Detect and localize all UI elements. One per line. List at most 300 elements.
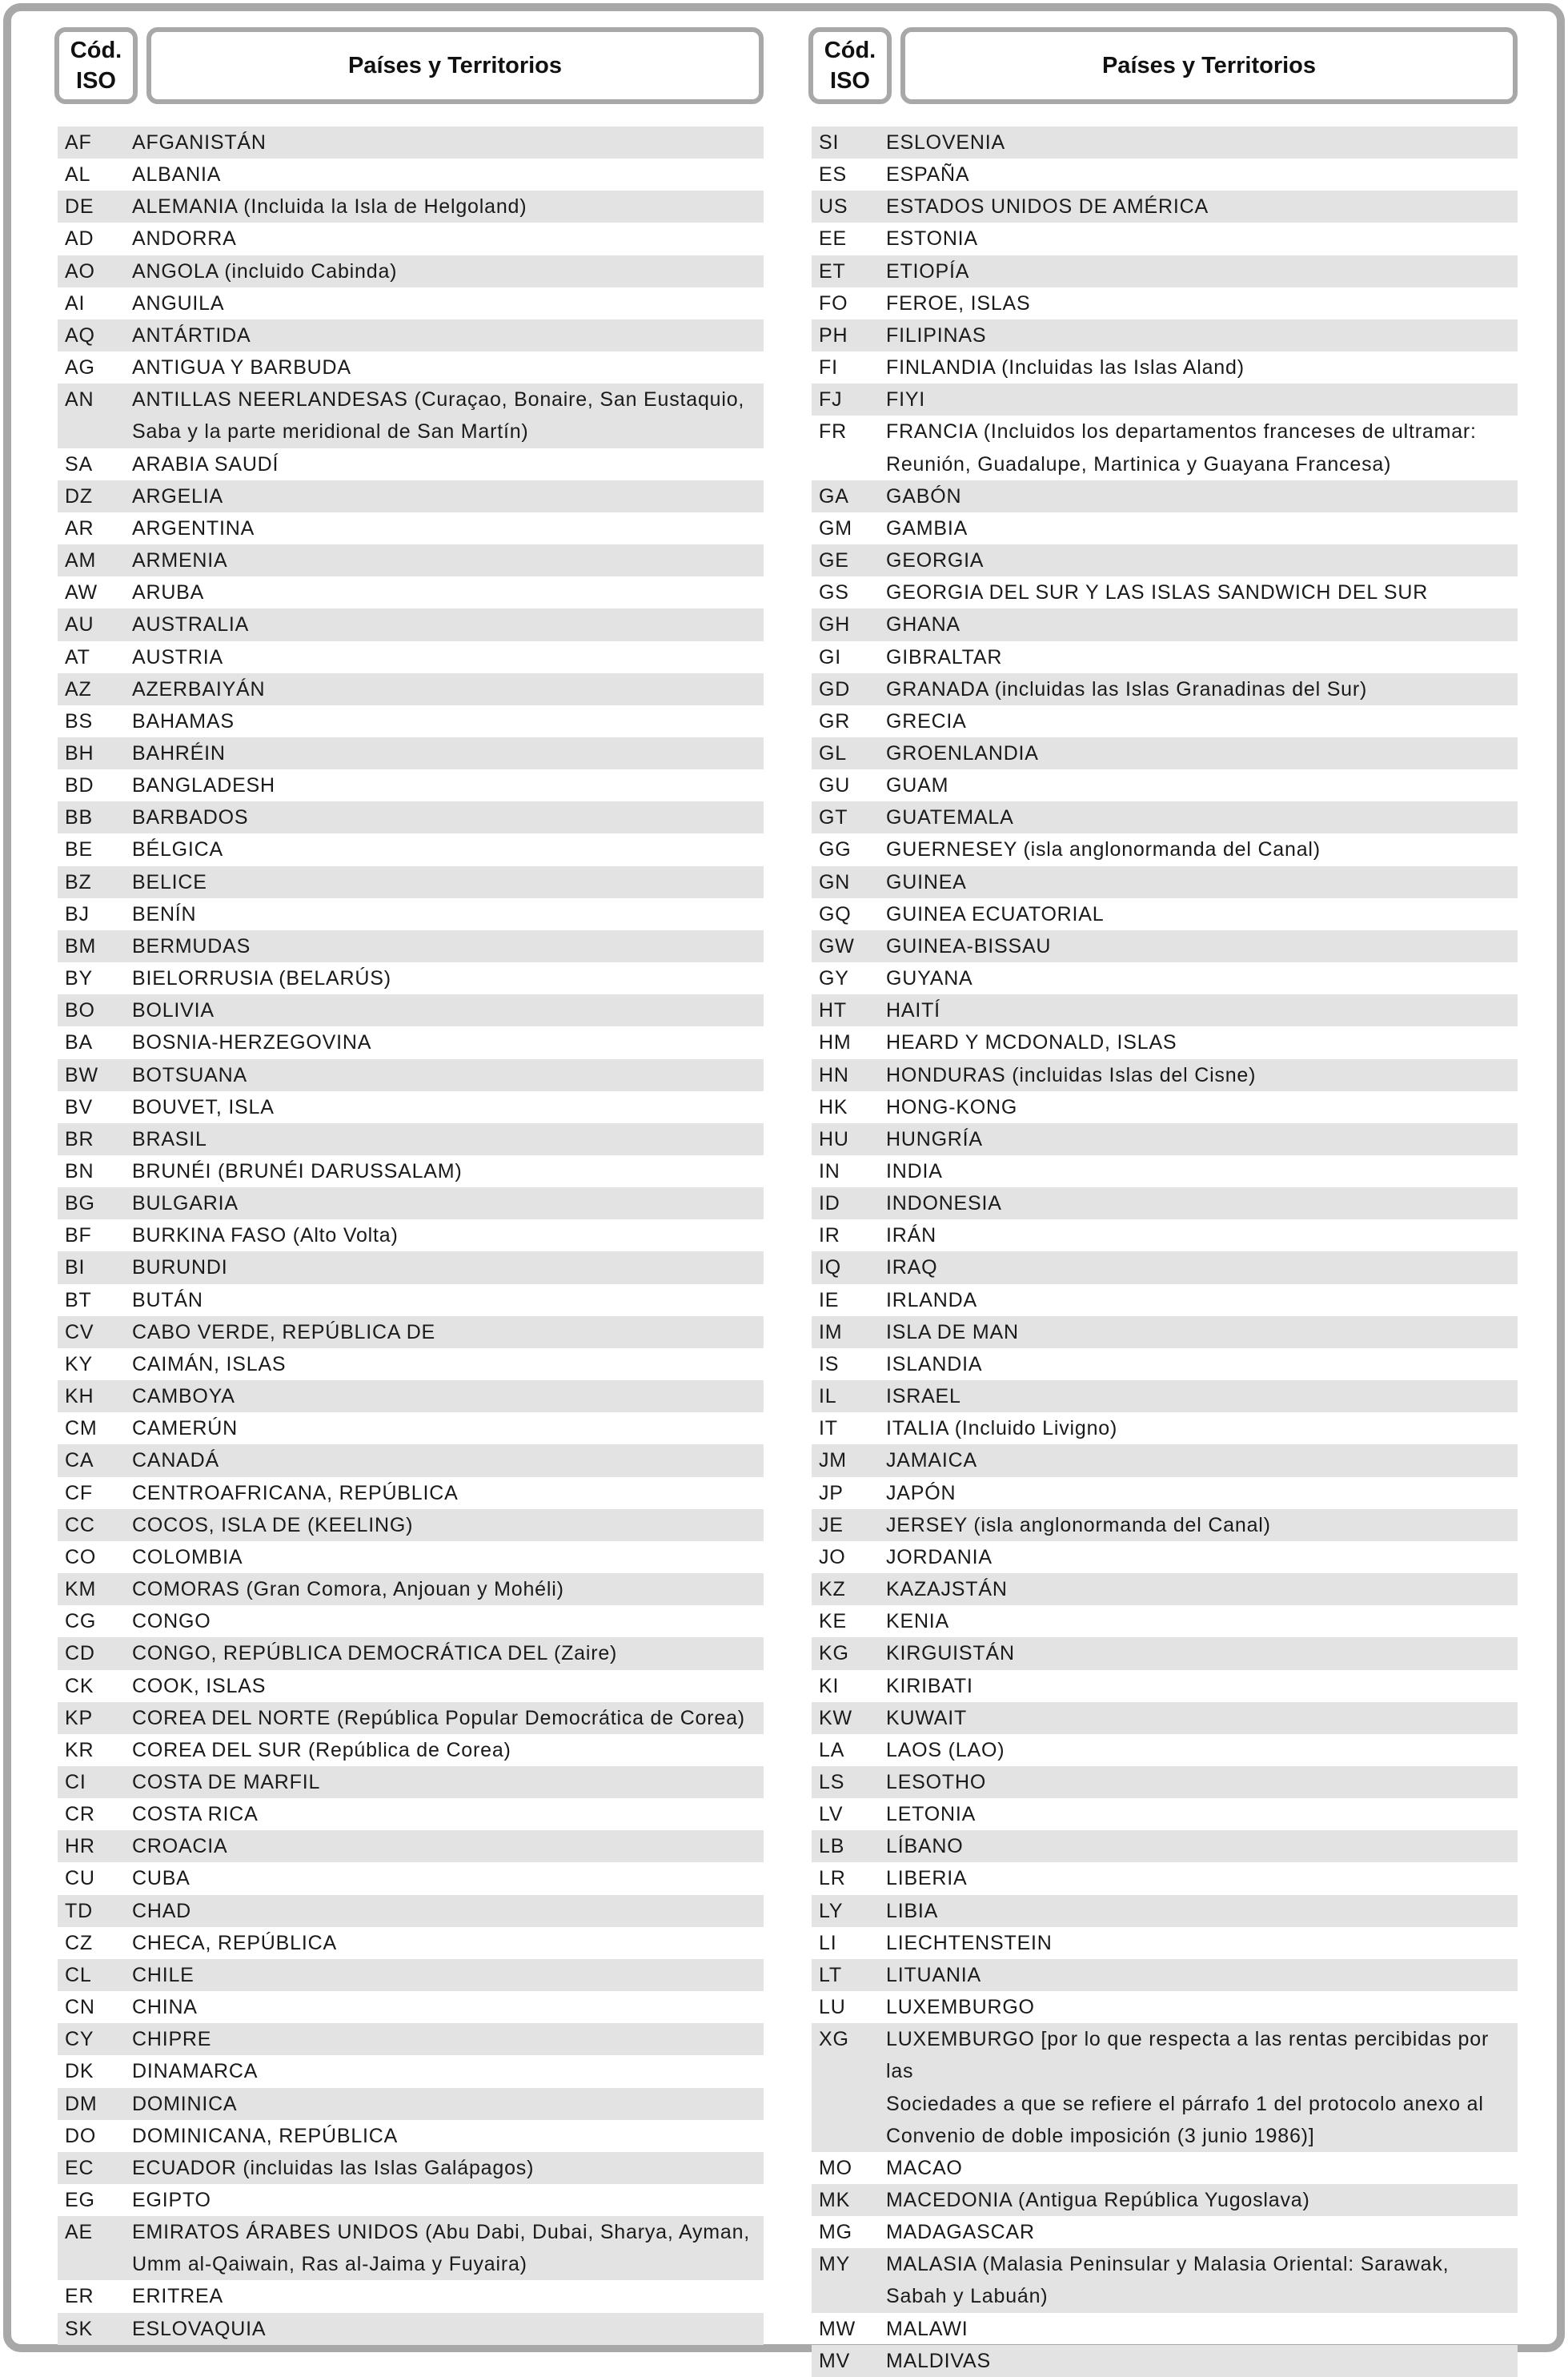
table-row [58,705,764,737]
country-name [886,512,1518,544]
country-name [132,512,764,544]
country-name-line: ARMENIA [132,549,228,572]
country-name [132,1605,764,1637]
country-name [132,608,764,640]
country-name-line: HONDURAS (incluidas Islas del Cisne) [886,1063,1257,1086]
table-row [58,641,764,673]
country-name [132,2216,764,2280]
country-name [132,898,764,930]
country-name-line: FINLANDIA (Incluidas las Islas Aland) [886,356,1245,379]
table-row [812,1412,1518,1444]
iso-code: EG [65,2189,95,2211]
country-name [132,448,764,480]
country-name-line: CAMERÚN [132,1417,238,1440]
country-name [886,1895,1518,1927]
country-name-line: LUXEMBURGO [886,1996,1035,2019]
table-row [812,1862,1518,1894]
table-row [58,1573,764,1605]
iso-code: BY [65,967,93,990]
name-header: Países y Territorios [146,27,764,104]
table-row [812,1798,1518,1830]
table-row [812,1026,1518,1058]
iso-code: MG [819,2221,852,2244]
country-name-line: BAHRÉIN [132,741,226,765]
country-name [886,416,1518,480]
table-row [812,1670,1518,1702]
iso-code: DO [65,2124,97,2147]
table-row [58,2120,764,2152]
iso-code: BT [65,1288,92,1311]
country-name-line: GHANA [886,613,960,636]
country-name [132,1251,764,1283]
table-row [812,2023,1518,2152]
country-name [132,1059,764,1091]
country-name-line: GIBRALTAR [886,645,1003,669]
country-name [132,1219,764,1251]
country-name-line: CAMBOYA [132,1385,235,1408]
iso-code: GQ [819,902,852,926]
iso-code: GT [819,806,848,829]
country-name-line: LITUANIA [886,1963,981,1986]
table-frame [3,3,1565,2372]
country-name-line: BOUVET, ISLA [132,1095,275,1118]
country-name-line: GEORGIA DEL SUR Y LAS ISLAS SANDWICH DEL SUR [886,581,1429,604]
table-row [58,608,764,640]
country-name [132,2088,764,2120]
country-name [132,801,764,833]
country-name [886,1605,1518,1637]
country-name-line: LÍBANO [886,1835,964,1858]
country-name [886,1798,1518,1830]
table-row [58,544,764,576]
iso-code: BO [65,999,95,1022]
country-name-line: BENÍN [132,902,197,926]
country-name [132,2055,764,2087]
table-row [812,159,1518,191]
table-row [58,480,764,512]
iso-code: KW [819,1706,852,1729]
country-name-line: IRLANDA [886,1288,977,1311]
iso-code: HK [819,1095,848,1118]
country-name [886,1670,1518,1702]
iso-code: IT [819,1417,838,1440]
iso-code: FR [819,420,847,444]
country-name [132,2280,764,2312]
country-name-line: DINAMARCA [132,2060,259,2083]
country-name-line: CHINA [132,1996,198,2019]
iso-code: BR [65,1127,94,1150]
iso-code: FI [819,356,838,379]
iso-code: BF [65,1224,92,1247]
left-rows [58,126,764,2345]
iso-code: XG [819,2028,849,2051]
iso-code: HT [819,999,847,1022]
table-row [58,2313,764,2345]
iso-code: ID [819,1192,840,1215]
table-row [812,737,1518,769]
table-row [812,126,1518,159]
iso-code: BH [65,741,94,765]
iso-code: GR [819,709,851,733]
country-name [886,383,1518,416]
country-name-line: ARGENTINA [132,516,255,540]
country-name [132,544,764,576]
table-row [812,1959,1518,1991]
iso-code: IM [819,1320,843,1343]
table-row [58,2216,764,2280]
country-name [886,1026,1518,1058]
iso-code: BG [65,1192,95,1215]
iso-code: CC [65,1513,95,1536]
country-name [132,1830,764,1862]
country-name-line: ISLANDIA [886,1352,983,1375]
iso-code: DE [65,195,94,219]
country-name-line: MALASIA (Malasia Peninsular y Malasia Oriental: Sarawak, [886,2253,1450,2276]
country-name [886,769,1518,801]
country-name [132,223,764,255]
table-row [58,351,764,383]
table-row [812,1091,1518,1123]
iso-code: CR [65,1803,95,1826]
country-name [132,673,764,705]
country-name-line: AZERBAIYÁN [132,677,266,701]
country-name-line: CHECA, REPÚBLICA [132,1931,337,1954]
table-row [58,2023,764,2055]
table-row [812,801,1518,833]
country-name-line: KIRGUISTÁN [886,1642,1015,1665]
country-name-line: CENTROAFRICANA, REPÚBLICA [132,1481,459,1504]
table-row [58,1734,764,1766]
iso-code: LR [819,1867,846,1890]
table-row [58,2280,764,2312]
table-row [58,1605,764,1637]
country-name-line: ARABIA SAUDÍ [132,452,279,476]
iso-code: CI [65,1770,86,1793]
country-name-line: BELICE [132,870,207,893]
table-row [812,480,1518,512]
country-name [886,2023,1518,2152]
country-name-line: BANGLADESH [132,774,275,797]
country-name-line: JORDANIA [886,1545,993,1568]
table-row [58,866,764,898]
iso-code: CA [65,1449,94,1472]
iso-code: SI [819,131,840,154]
iso-code: KH [65,1385,94,1408]
country-name-line: LIBIA [886,1899,939,1922]
iso-code: AG [65,356,95,379]
code-header-line1: Cód. [824,38,876,63]
iso-code: CU [65,1867,95,1890]
country-name [886,2184,1518,2216]
country-name-line: KAZAJSTÁN [886,1578,1008,1601]
country-name-line: GRECIA [886,709,967,733]
iso-code: BW [65,1063,98,1086]
country-name-line: CUBA [132,1867,190,1890]
iso-code: GH [819,613,851,636]
country-name [132,994,764,1026]
iso-code: AL [65,163,91,187]
country-name [132,1541,764,1573]
table-row [58,930,764,962]
iso-code: MW [819,2317,856,2340]
country-name [886,1477,1518,1509]
iso-code: BN [65,1160,94,1182]
iso-code: CG [65,1610,97,1633]
country-name-line: ETIOPÍA [886,259,970,283]
country-name-line: CONGO, REPÚBLICA DEMOCRÁTICA DEL (Zaire) [132,1642,618,1665]
country-name-line: GRANADA (incluidas las Islas Granadinas del Sur) [886,677,1368,701]
table-row [812,1284,1518,1316]
iso-code: AI [65,291,86,315]
iso-code: LY [819,1899,844,1922]
iso-code: HU [819,1127,849,1150]
country-name-line: MACEDONIA (Antigua República Yugoslava) [886,2189,1310,2211]
table-row [812,1991,1518,2023]
country-name [132,1091,764,1123]
table-row [58,1991,764,2023]
table-row [58,962,764,994]
country-name-line: CABO VERDE, REPÚBLICA DE [132,1320,436,1343]
iso-code: CZ [65,1931,93,1954]
country-name [886,480,1518,512]
country-name [132,1316,764,1348]
iso-code: GW [819,934,855,958]
country-name-line: ANTÁRTIDA [132,323,251,347]
country-name-line: BÉLGICA [132,838,223,861]
table-row [58,1059,764,1091]
country-name-line: KENIA [886,1610,950,1633]
table-row [812,1380,1518,1412]
country-name [132,2023,764,2055]
country-name-line: ISRAEL [886,1385,961,1408]
iso-code: DZ [65,484,93,508]
country-name [886,1830,1518,1862]
table-row [812,898,1518,930]
country-name [886,1702,1518,1734]
country-name-line: CROACIA [132,1835,228,1858]
country-name-line: CANADÁ [132,1449,219,1472]
country-name [132,1444,764,1476]
country-name [886,1766,1518,1798]
country-name [886,1155,1518,1187]
iso-code: CL [65,1963,92,1986]
code-header-line2: ISO [76,68,116,94]
country-name [886,2152,1518,2184]
table-row [812,351,1518,383]
country-name [132,2120,764,2152]
country-name [886,1959,1518,1991]
iso-code: AE [65,2221,93,2244]
iso-code: FJ [819,388,843,412]
country-name [132,705,764,737]
country-name [886,705,1518,737]
country-name [132,1798,764,1830]
iso-code: LU [819,1996,846,2019]
iso-code: GE [819,549,849,572]
iso-code: ER [65,2285,94,2308]
country-name-line: MACAO [886,2156,963,2179]
country-name-line: LIECHTENSTEIN [886,1931,1053,1954]
table-row [812,1123,1518,1155]
country-name-line: ANTIGUA Y BARBUDA [132,356,351,379]
table-row [58,126,764,159]
iso-code: BI [65,1256,86,1279]
country-name [132,2152,764,2184]
iso-code: AU [65,613,94,636]
iso-code: JP [819,1481,844,1504]
country-name [132,1573,764,1605]
country-name [886,223,1518,255]
country-name [132,191,764,223]
country-name-line: Saba y la parte meridional de San Martín) [132,420,529,444]
code-header [54,27,138,104]
table-row [812,2248,1518,2312]
country-name-line: ARUBA [132,581,205,604]
country-name-line: ESPAÑA [886,163,970,187]
country-name-line: MADAGASCAR [886,2221,1035,2244]
table-row [58,1251,764,1283]
table-row [812,1155,1518,1187]
country-name [886,1316,1518,1348]
country-name [132,1637,764,1669]
country-name [132,319,764,351]
iso-code: IQ [819,1256,841,1279]
country-name [886,930,1518,962]
iso-code: CY [65,2028,94,2051]
table-row [812,1573,1518,1605]
iso-code: IS [819,1352,840,1375]
country-name-line: ANDORRA [132,227,237,251]
table-row [812,2345,1518,2377]
iso-code: GS [819,581,849,604]
table-row [812,1444,1518,1476]
iso-code: KP [65,1706,93,1729]
country-name [886,1123,1518,1155]
country-name-line: MALDIVAS [886,2349,991,2372]
country-name [886,1251,1518,1283]
table-row [58,576,764,608]
table-row [812,641,1518,673]
code-header-line1: Cód. [70,38,122,63]
country-name-line: INDONESIA [886,1192,1002,1215]
table-row [58,673,764,705]
iso-code: KM [65,1578,97,1601]
table-row [58,159,764,191]
country-name-line: LIBERIA [886,1867,968,1890]
country-name-line: CHILE [132,1963,194,1986]
table-row [58,1444,764,1476]
country-name [886,994,1518,1026]
country-name-line: DOMINICA [132,2092,238,2115]
table-row [58,1316,764,1348]
country-name-line: GABÓN [886,484,962,508]
table-row [58,383,764,448]
iso-code: CD [65,1642,95,1665]
country-name-line: GROENLANDIA [886,741,1039,765]
table-row [58,1830,764,1862]
country-name [132,1026,764,1058]
country-name-line: HEARD Y MCDONALD, ISLAS [886,1031,1177,1054]
table-row [812,2313,1518,2345]
table-row [812,319,1518,351]
country-name [132,641,764,673]
country-name [132,576,764,608]
country-name [132,737,764,769]
iso-code: HN [819,1063,849,1086]
iso-code: KR [65,1738,94,1761]
country-name [886,2248,1518,2312]
iso-code: LA [819,1738,845,1761]
country-name-line: Sociedades a que se refiere el párrafo 1 del protocolo anexo al [886,2092,1484,2115]
iso-code: MY [819,2253,851,2276]
country-name [886,2216,1518,2248]
country-name-line: KIRIBATI [886,1674,973,1697]
table-row [58,994,764,1026]
right-column-header [801,27,1518,110]
iso-code: BM [65,934,97,958]
table-row [58,1959,764,1991]
iso-code: BS [65,709,93,733]
iso-code: CV [65,1320,94,1343]
country-name [132,1991,764,2023]
country-name [886,1059,1518,1091]
country-name [132,1412,764,1444]
country-name-line: HONG-KONG [886,1095,1018,1118]
country-name-line: COMORAS (Gran Comora, Anjouan y Mohéli) [132,1578,564,1601]
country-name-line: ESTADOS UNIDOS DE AMÉRICA [886,195,1209,219]
iso-code: KZ [819,1578,846,1601]
country-name [886,1862,1518,1894]
iso-code: BJ [65,902,90,926]
iso-code: BV [65,1095,93,1118]
table-row [58,255,764,287]
country-name-line: CAIMÁN, ISLAS [132,1352,287,1375]
country-name-line: JAPÓN [886,1481,956,1504]
country-name [886,1444,1518,1476]
country-name-line: BULGARIA [132,1192,239,1215]
country-name [886,1284,1518,1316]
country-name [886,255,1518,287]
table-row [58,833,764,865]
country-name-line: CHIPRE [132,2028,212,2051]
country-name-line: JAMAICA [886,1449,977,1472]
country-name [132,1348,764,1380]
iso-code: BB [65,806,93,829]
iso-code: CO [65,1545,97,1568]
country-name-line: GUINEA ECUATORIAL [886,902,1105,926]
country-name-line: Convenio de doble imposición (3 junio 1986)] [886,2124,1315,2147]
table-row [812,2184,1518,2216]
table-row [58,1637,764,1669]
country-name-line: LUXEMBURGO [por lo que respecta a las rentas percibidas por las [886,2028,1490,2083]
country-name-line: ESLOVAQUIA [132,2317,267,2340]
country-name-line: CONGO [132,1610,211,1633]
country-name [886,126,1518,159]
iso-code: ES [819,163,847,187]
iso-code: HR [65,1835,95,1858]
table-row [812,1219,1518,1251]
country-name [132,351,764,383]
table-row [58,737,764,769]
right-column [801,27,1518,2372]
table-row [812,1702,1518,1734]
country-name [886,576,1518,608]
country-name-line: BRUNÉI (BRUNÉI DARUSSALAM) [132,1160,463,1182]
country-name [886,319,1518,351]
iso-code: GN [819,870,851,893]
iso-code: IL [819,1385,837,1408]
table-row [58,512,764,544]
